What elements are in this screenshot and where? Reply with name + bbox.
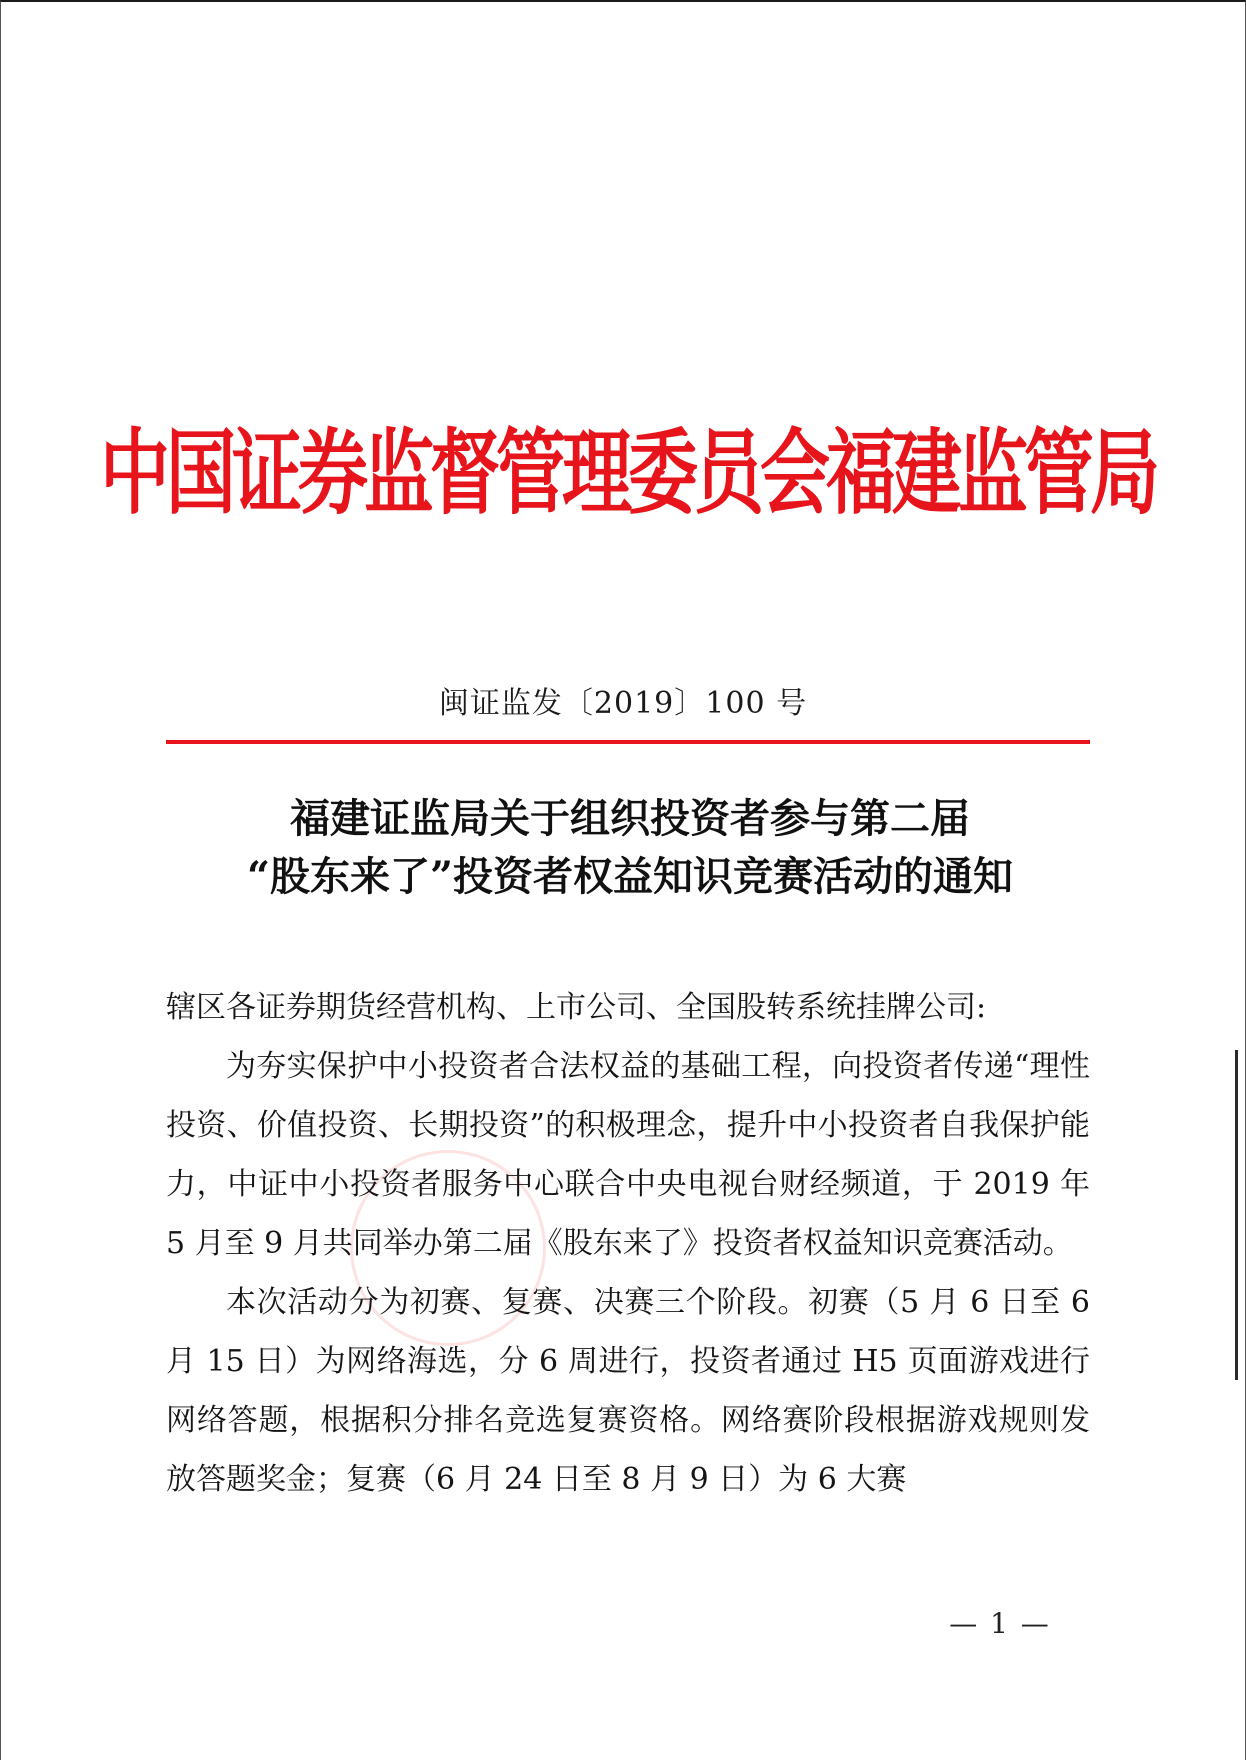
document-body (166, 978, 1090, 1509)
document-title (160, 790, 1100, 906)
body-paragraph-1: 为夯实保护中小投资者合法权益的基础工程，向投资者传递“理性投资、价值投资、长期投资”的积极理念，提升中小投资者自我保护能力，中证中小投资者服务中心联合中央电视台财经频道，于 2019 年 5 月至 9 月共同举办第二届《股东来了》投资者权益知识竞赛活动。 (166, 1049, 1090, 1261)
scan-edge-mark (1235, 1050, 1238, 1380)
body-paragraph-2: 本次活动分为初赛、复赛、决赛三个阶段。初赛（5 月 6 日至 6 月 15 日）为网络海选，分 6 周进行，投资者通过 H5 页面游戏进行网络答题，根据积分排名竞选复赛资格。网络赛阶段根据游戏规则发放答题奖金；复赛（6 月 24 日至 8 月 9 日）为 6 大赛 (166, 1285, 1090, 1497)
document-number: 闽证监发〔2019〕100 号 (438, 686, 808, 721)
title-line-1: 福建证监局关于组织投资者参与第二届 (290, 795, 970, 842)
title-line-2: “股东来了”投资者权益知识竞赛活动的通知 (246, 853, 1013, 900)
red-divider-line (166, 740, 1090, 744)
salutation: 辖区各证券期货经营机构、上市公司、全国股转系统挂牌公司: (166, 990, 987, 1025)
issuer-header: 中国证券监督管理委员会福建监管局 (100, 419, 1156, 528)
page-number: — 1 — (949, 1607, 1051, 1640)
